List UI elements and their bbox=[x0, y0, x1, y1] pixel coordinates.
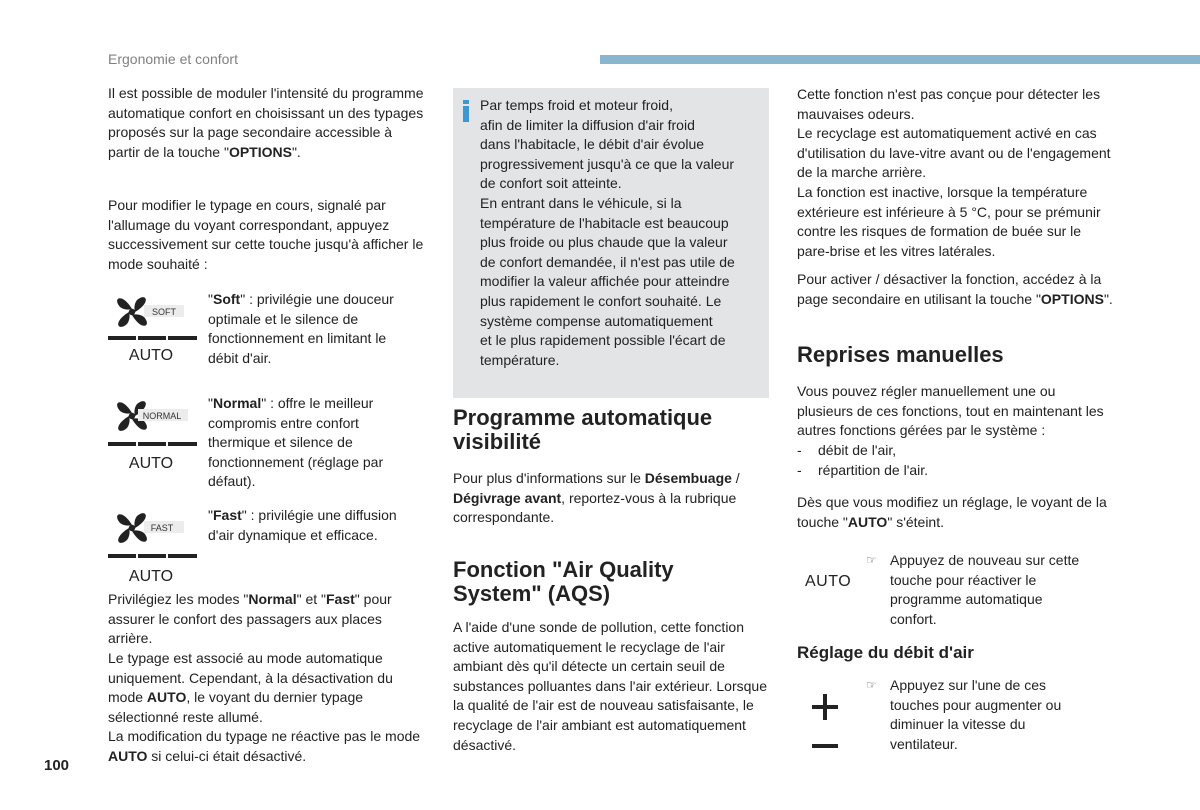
auto-button[interactable]: AUTO bbox=[805, 573, 852, 590]
pointing-hand-icon: ☞ bbox=[866, 678, 877, 692]
list-item: - débit de l'air, bbox=[797, 442, 897, 458]
info-icon bbox=[463, 100, 469, 121]
fast-mode-icon bbox=[108, 504, 198, 594]
soft-mode-text: "Soft" : privilégie une douceur optimale et le silence de fonctionnement en limitant le débit d'air. bbox=[208, 291, 394, 366]
manual-intro: Vous pouvez régler manuellement une ou plusieurs de ces fonctions, tout en maintenant les autres fonctions gérées par le système : bbox=[797, 383, 1104, 439]
fast-mode-text: "Fast" : privilégie une diffusion d'air dynamique et efficace. bbox=[208, 507, 397, 543]
mode-badge: FAST bbox=[150, 523, 174, 533]
modify-paragraph: Pour modifier le typage en cours, signalé par l'allumage du voyant correspondant, appuyez successivement sur cette touche jusqu'à afficher le mode souhaité : bbox=[108, 197, 424, 272]
auto-instruction: ☞ Appuyez de nouveau sur cette touche pour réactiver le programme automatique confort. bbox=[866, 552, 1080, 627]
normal-mode-icon bbox=[108, 392, 198, 482]
visibility-paragraph: Pour plus d'informations sur le Désembuage / Dégivrage avant, reportez-vous à la rubrique correspondante. bbox=[453, 470, 740, 526]
auto-label: AUTO bbox=[128, 568, 174, 585]
aqs-continued: Cette fonction n'est pas conçue pour détecter les mauvaises odeurs. Le recyclage est automatiquement activé en cas d'utilisation du lave-vitre avant ou de l'engagement de la marche arrière. La fonction est inactive, lorsque la température extérieure est inférieure à 5 °C, pour se prémunir contre les risques de formation de buée sur le pare-brise et les vitres latérales. bbox=[797, 86, 1111, 259]
privilege-paragraph: Privilégiez les modes "Normal" et "Fast" pour assurer le confort des passagers aux places arrière. bbox=[108, 591, 392, 647]
auto-label: AUTO bbox=[128, 455, 174, 472]
auto-label: AUTO bbox=[128, 347, 174, 364]
mode-badge: NORMAL bbox=[142, 411, 182, 421]
minus-button[interactable] bbox=[812, 744, 838, 748]
mode-badge: SOFT bbox=[152, 307, 176, 317]
debit-instruction: ☞ Appuyez sur l'une de ces touches pour augmenter ou diminuer la vitesse du ventilateur. bbox=[866, 677, 1062, 752]
intro-paragraph: Il est possible de moduler l'intensité du programme automatique confort en choisissant un des typages proposés sur la page secondaire accessible à partir de la touche "OPTIONS". bbox=[108, 85, 424, 160]
debit-title: Réglage du débit d'air bbox=[797, 643, 974, 662]
manual-title: Reprises manuelles bbox=[797, 342, 1004, 367]
plus-button[interactable] bbox=[812, 694, 838, 720]
aqs-title: Fonction "Air Quality System" (AQS) bbox=[453, 557, 674, 606]
manual-modify: Dès que vous modifiez un réglage, le voyant de la touche "AUTO" s'éteint. bbox=[797, 494, 1107, 530]
modification-paragraph: La modification du typage ne réactive pas le mode AUTO si celui-ci était désactivé. bbox=[108, 728, 421, 764]
soft-mode-icon bbox=[108, 288, 198, 378]
header-accent-bar bbox=[600, 55, 1200, 64]
list-item: - répartition de l'air. bbox=[797, 461, 929, 478]
fan-icon bbox=[117, 297, 147, 327]
info-text: Par temps froid et moteur froid, afin de limiter la diffusion d'air froid dans l'habitacle, le débit d'air évolue progressivement jusqu'à ce que la valeur de confort soit atteinte. En entrant dans le véhicule, si la température de l'habitacle est beaucoup plus froide ou plus chaude que la valeur de confort demandée, il n'est pas utile de modifier la valeur affichée pour atteindre plus rapidement le confort souhaité. Le système compense automatiquement et le plus rapidement possible l'écart de température. bbox=[480, 97, 735, 368]
pointing-hand-icon: ☞ bbox=[866, 553, 877, 567]
aqs-paragraph: A l'aide d'une sonde de pollution, cette fonction active automatiquement le recyclage de l'air ambiant dès qu'il détecte un certain seuil de substances polluantes dans l'air extérieur. Lorsque la qualité de l'air est de nouveau satisfaisante, le recyclage de l'air ambiant est automatiquement désactivé. bbox=[453, 619, 767, 753]
normal-mode-text: "Normal" : offre le meilleur compromis entre confort thermique et silence de fonctionnement (réglage par défaut). bbox=[208, 395, 384, 490]
section-header: Ergonomie et confort bbox=[108, 51, 238, 67]
page-number: 100 bbox=[44, 757, 70, 774]
fan-icon bbox=[117, 513, 147, 543]
activate-paragraph: Pour activer / désactiver la fonction, accédez à la page secondaire en utilisant la touche "OPTIONS". bbox=[797, 271, 1113, 307]
visibility-title: Programme automatique visibilité bbox=[453, 405, 713, 454]
typage-paragraph: Le typage est associé au mode automatique uniquement. Cependant, à la désactivation du mode AUTO, le voyant du dernier typage sélectionné reste allumé. bbox=[108, 650, 393, 725]
manual-list bbox=[797, 441, 1115, 480]
